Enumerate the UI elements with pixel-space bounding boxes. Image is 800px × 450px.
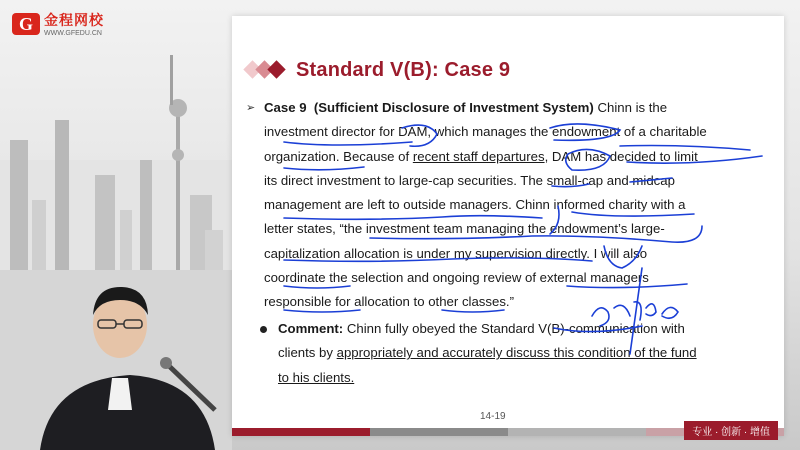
- presenter-video: [0, 270, 232, 450]
- comment-text: clients by: [278, 345, 337, 361]
- case-text-segment: the selection and ongoing review of external managers: [325, 270, 649, 286]
- case-text-segment: .”: [505, 294, 514, 310]
- underlined-phrase: appropriately and accurately discuss this condition of the fund: [336, 345, 697, 361]
- case-line-6: letter states, “the investment team managing the endowment’s large-: [264, 221, 665, 237]
- slide-title: Standard V(B): Case 9: [296, 58, 511, 81]
- case-line-3: [264, 145, 764, 169]
- comment-line-1: [278, 317, 758, 341]
- comment-text: Chinn fully obeyed the Standard V(B)-communication with: [343, 321, 685, 336]
- round-bullet-icon: [260, 326, 267, 333]
- page-number: 14-19: [480, 411, 506, 422]
- case-text-segment: coordinate: [264, 270, 326, 286]
- case-label: Case 9: [264, 100, 307, 115]
- case-line-1: [264, 96, 764, 120]
- case-subtitle: (Sufficient Disclosure of Investment System): [313, 100, 594, 115]
- title-diamond-icon: [246, 58, 290, 82]
- logo-icon: G: [12, 13, 40, 35]
- case-text-segment: for allocation to: [331, 294, 429, 310]
- brand-logo: [12, 10, 104, 37]
- comment-line-3: to his clients.: [278, 369, 355, 385]
- comment-label: Comment:: [278, 321, 344, 336]
- arrow-bullet-icon: ➢: [246, 102, 256, 114]
- case-line-7: capitalization allocation is under my supervision directly. I will also: [264, 245, 648, 261]
- slogan-tag: 专业 · 创新 · 增值: [684, 421, 778, 440]
- case-line-8: [264, 266, 764, 290]
- case-text-segment: other classes: [428, 294, 506, 310]
- case-line-9: [264, 290, 764, 314]
- comment-line-2: [278, 341, 758, 365]
- case-text: [246, 96, 764, 315]
- case-text-segment: Chinn is the: [593, 100, 668, 115]
- case-text-segment: organization. Because of: [264, 148, 410, 164]
- case-text-segment: , DAM has decided to limit: [544, 148, 698, 164]
- comment-block: [278, 317, 758, 390]
- case-text-segment: responsible: [264, 294, 332, 310]
- case-line-5: management are left to outside managers. Chinn informed charity with a: [264, 197, 686, 213]
- case-line-2: investment director for DAM, which manages the endowment of a charitable: [264, 124, 707, 140]
- lecture-slide: [232, 16, 784, 436]
- slide-header: [246, 58, 510, 82]
- underlined-phrase: recent staff departures: [412, 148, 545, 164]
- brand-name: 金程网校: [44, 12, 104, 28]
- brand-url: WWW.GFEDU.CN: [44, 30, 102, 37]
- case-line-4: its direct investment to large-cap securities. The small-cap and midcap: [264, 172, 675, 188]
